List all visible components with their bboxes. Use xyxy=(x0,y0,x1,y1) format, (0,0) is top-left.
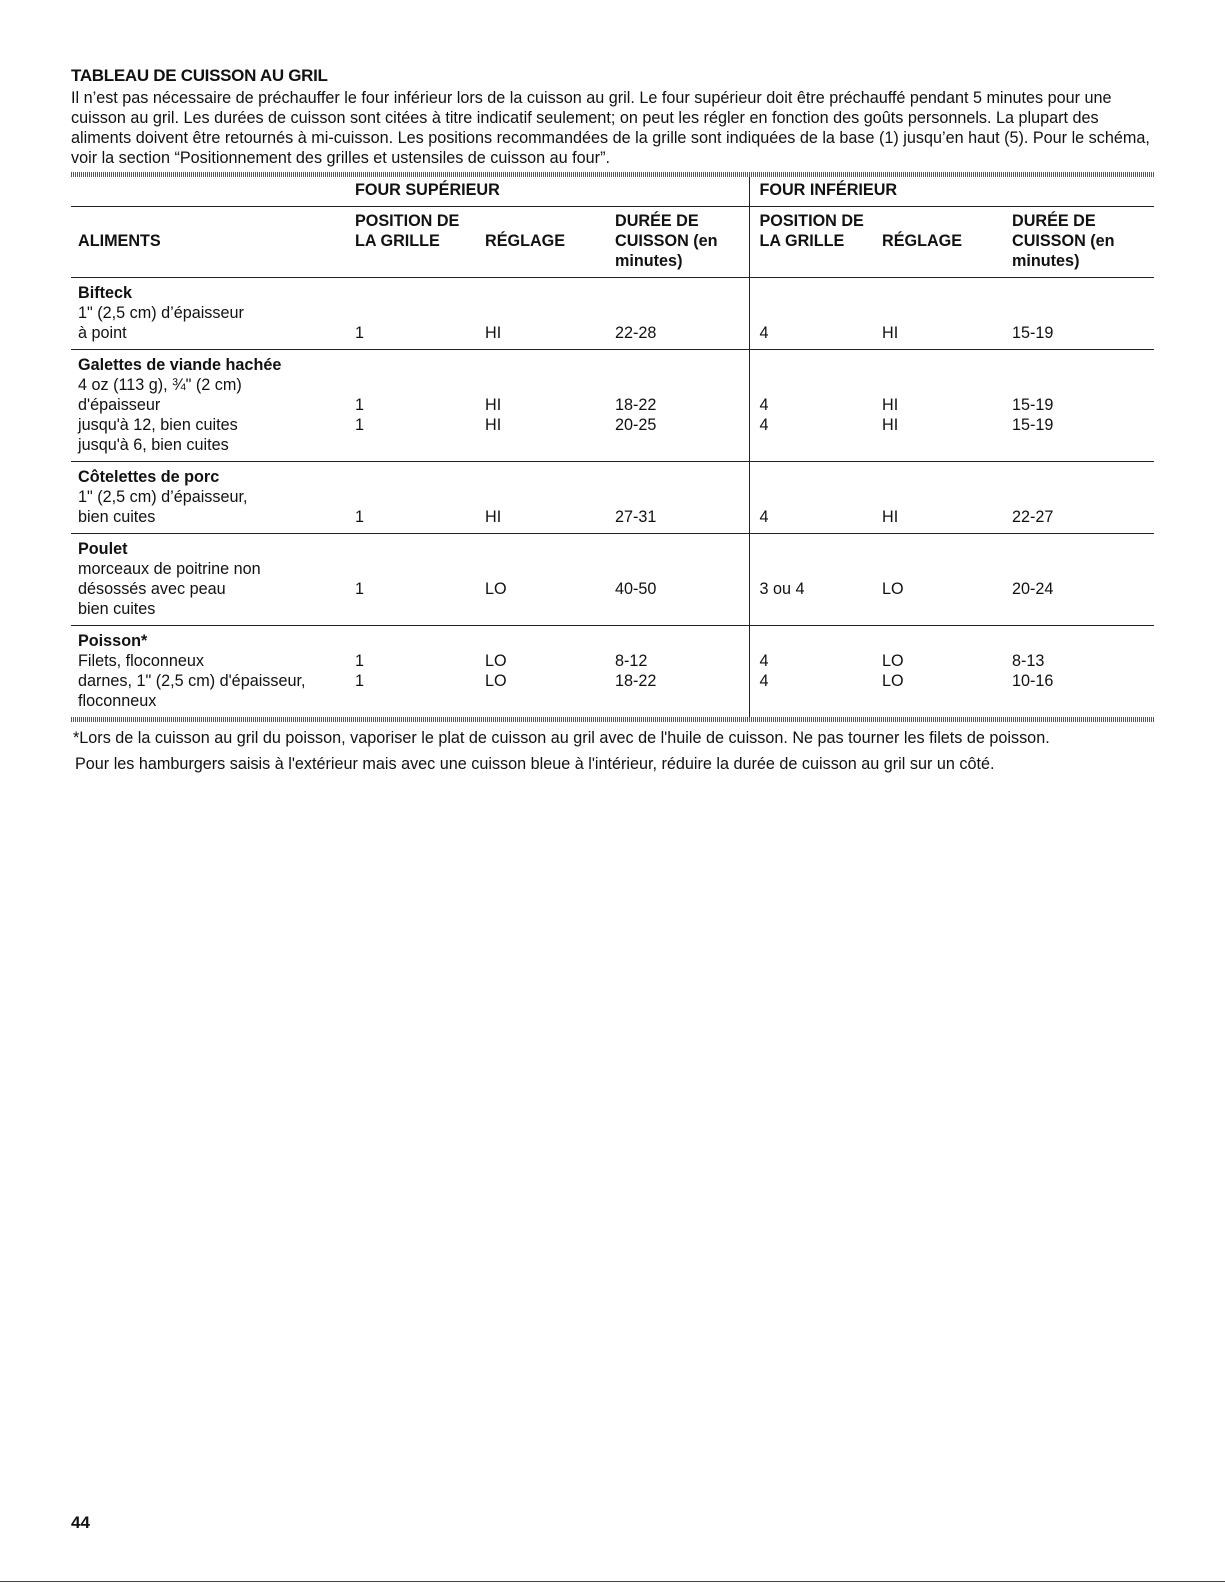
cell-value: HI HI xyxy=(882,396,899,434)
cell-value: HI HI xyxy=(485,396,502,434)
food-name: Côtelettes de porc xyxy=(78,468,220,486)
food-description: 1" (2,5 cm) d’épaisseur, bien cuites xyxy=(78,488,248,526)
cell-value: 1 xyxy=(355,580,365,598)
cell-value: HI xyxy=(882,508,899,526)
cell-lower-time xyxy=(1012,462,1154,534)
cell-lower-pos xyxy=(749,534,882,626)
cell-upper-set xyxy=(485,350,615,462)
col-upper-setting: RÉGLAGE xyxy=(485,232,566,250)
cell-upper-pos xyxy=(355,534,485,626)
cell-lower-pos xyxy=(749,350,882,462)
cell-upper-set xyxy=(485,626,615,718)
cell-value: 8-13 10-16 xyxy=(1012,652,1054,690)
cell-upper-time xyxy=(615,462,749,534)
cell-upper-time xyxy=(615,534,749,626)
cell-lower-time xyxy=(1012,278,1154,350)
cell-value: 40-50 xyxy=(615,580,657,598)
cell-upper-pos xyxy=(355,462,485,534)
col-food: ALIMENTS xyxy=(78,232,161,250)
cell-lower-pos xyxy=(749,626,882,718)
cell-upper-set xyxy=(485,462,615,534)
cell-value: HI xyxy=(485,508,502,526)
cell-upper-pos xyxy=(355,350,485,462)
cell-value: LO xyxy=(882,580,904,598)
cell-value: LO xyxy=(485,580,507,598)
cell-lower-time xyxy=(1012,350,1154,462)
page-title: TABLEAU DE CUISSON AU GRIL xyxy=(71,66,328,85)
cell-value: 27-31 xyxy=(615,508,657,526)
cell-value: 18-22 20-25 xyxy=(615,396,657,434)
cell-upper-time xyxy=(615,278,749,350)
cell-lower-set xyxy=(882,462,1012,534)
table-body xyxy=(71,278,1154,718)
table-row xyxy=(71,278,1154,350)
cell-lower-set xyxy=(882,278,1012,350)
food-name: Bifteck xyxy=(78,284,132,302)
cell-lower-pos xyxy=(749,462,882,534)
cell-lower-pos xyxy=(749,278,882,350)
food-description: 1" (2,5 cm) d’épaisseur à point xyxy=(78,304,244,342)
food-name: Galettes de viande hachée xyxy=(78,356,282,374)
group-upper-oven: FOUR SUPÉRIEUR xyxy=(355,181,500,199)
cell-value: 4 4 xyxy=(759,652,769,690)
food-cell xyxy=(71,462,355,534)
table-row xyxy=(71,534,1154,626)
food-description: Filets, floconneux darnes, 1" (2,5 cm) d'épaisseur, floconneux xyxy=(78,652,306,710)
broil-chart-table xyxy=(71,177,1154,717)
cell-value: 15-19 xyxy=(1012,324,1054,342)
cell-value: HI xyxy=(485,324,502,342)
cell-value: 15-19 15-19 xyxy=(1012,396,1054,434)
cell-value: LO LO xyxy=(485,652,507,690)
cell-value: 1 1 xyxy=(355,652,365,690)
food-cell xyxy=(71,350,355,462)
col-lower-time: DURÉE DE CUISSON (en minutes) xyxy=(1012,212,1115,270)
food-cell xyxy=(71,626,355,718)
page-number: 44 xyxy=(71,1513,90,1532)
intro-paragraph: Il n’est pas nécessaire de préchauffer le four inférieur lors de la cuisson au gril. Le four supérieur doit être préchauffé pendant 5 minutes pour une cuisson au gril. Les durées de cuisson sont citées à titre indicatif seulement; on peut les régler en fonction des goûts personnels. La plupart des aliments doivent être retournés à mi-cuisson. Les positions recommandées de la grille sont indiquées de la base (1) jusqu’en haut (5). Pour le schéma, voir la section “Positionnement des grilles et ustensiles de cuisson au four”. xyxy=(71,89,1150,167)
dotted-rule-bottom xyxy=(71,717,1154,722)
food-cell xyxy=(71,278,355,350)
cell-value: 3 ou 4 xyxy=(759,580,805,598)
food-description: 4 oz (113 g), ¾" (2 cm) d'épaisseur jusqu'à 12, bien cuites jusqu'à 6, bien cuites xyxy=(78,376,242,454)
cell-value: HI xyxy=(882,324,899,342)
cell-value: 4 xyxy=(759,324,769,342)
column-header-row xyxy=(71,207,1154,278)
cell-upper-pos xyxy=(355,278,485,350)
cell-lower-set xyxy=(882,534,1012,626)
col-lower-setting: RÉGLAGE xyxy=(882,232,963,250)
food-name: Poulet xyxy=(78,540,128,558)
cell-value: 22-28 xyxy=(615,324,657,342)
cell-lower-set xyxy=(882,626,1012,718)
table-row xyxy=(71,350,1154,462)
cell-value: 8-12 18-22 xyxy=(615,652,657,690)
cell-upper-set xyxy=(485,278,615,350)
hamburger-note: Pour les hamburgers saisis à l'extérieur mais avec une cuisson bleue à l'intérieur, réduire la durée de cuisson au gril sur un côté. xyxy=(75,755,995,773)
cell-value: 1 xyxy=(355,508,365,526)
col-upper-time: DURÉE DE CUISSON (en minutes) xyxy=(615,212,718,270)
col-lower-position: POSITION DE LA GRILLE xyxy=(749,207,882,278)
food-description: morceaux de poitrine non désossés avec peau bien cuites xyxy=(78,560,261,618)
col-upper-position: POSITION DE LA GRILLE xyxy=(355,212,460,250)
document-page xyxy=(71,66,1154,774)
cell-value: 1 xyxy=(355,324,365,342)
cell-lower-set xyxy=(882,350,1012,462)
cell-lower-time xyxy=(1012,534,1154,626)
food-cell xyxy=(71,534,355,626)
cell-upper-set xyxy=(485,534,615,626)
cell-lower-time xyxy=(1012,626,1154,718)
group-header-row xyxy=(71,177,1154,207)
food-name: Poisson* xyxy=(78,632,148,650)
table-row xyxy=(71,462,1154,534)
cell-value: 4 4 xyxy=(759,396,769,434)
cell-value: LO LO xyxy=(882,652,904,690)
cell-value: 4 xyxy=(759,508,769,526)
cell-upper-time xyxy=(615,350,749,462)
cell-upper-time xyxy=(615,626,749,718)
group-lower-oven: FOUR INFÉRIEUR xyxy=(749,177,1154,207)
cell-value: 22-27 xyxy=(1012,508,1054,526)
bottom-rule xyxy=(0,1581,1225,1582)
table-row xyxy=(71,626,1154,718)
cell-value: 1 1 xyxy=(355,396,365,434)
cell-value: 20-24 xyxy=(1012,580,1054,598)
cell-upper-pos xyxy=(355,626,485,718)
fish-footnote: *Lors de la cuisson au gril du poisson, vaporiser le plat de cuisson au gril avec de l'huile de cuisson. Ne pas tourner les filets de poisson. xyxy=(73,729,1050,747)
